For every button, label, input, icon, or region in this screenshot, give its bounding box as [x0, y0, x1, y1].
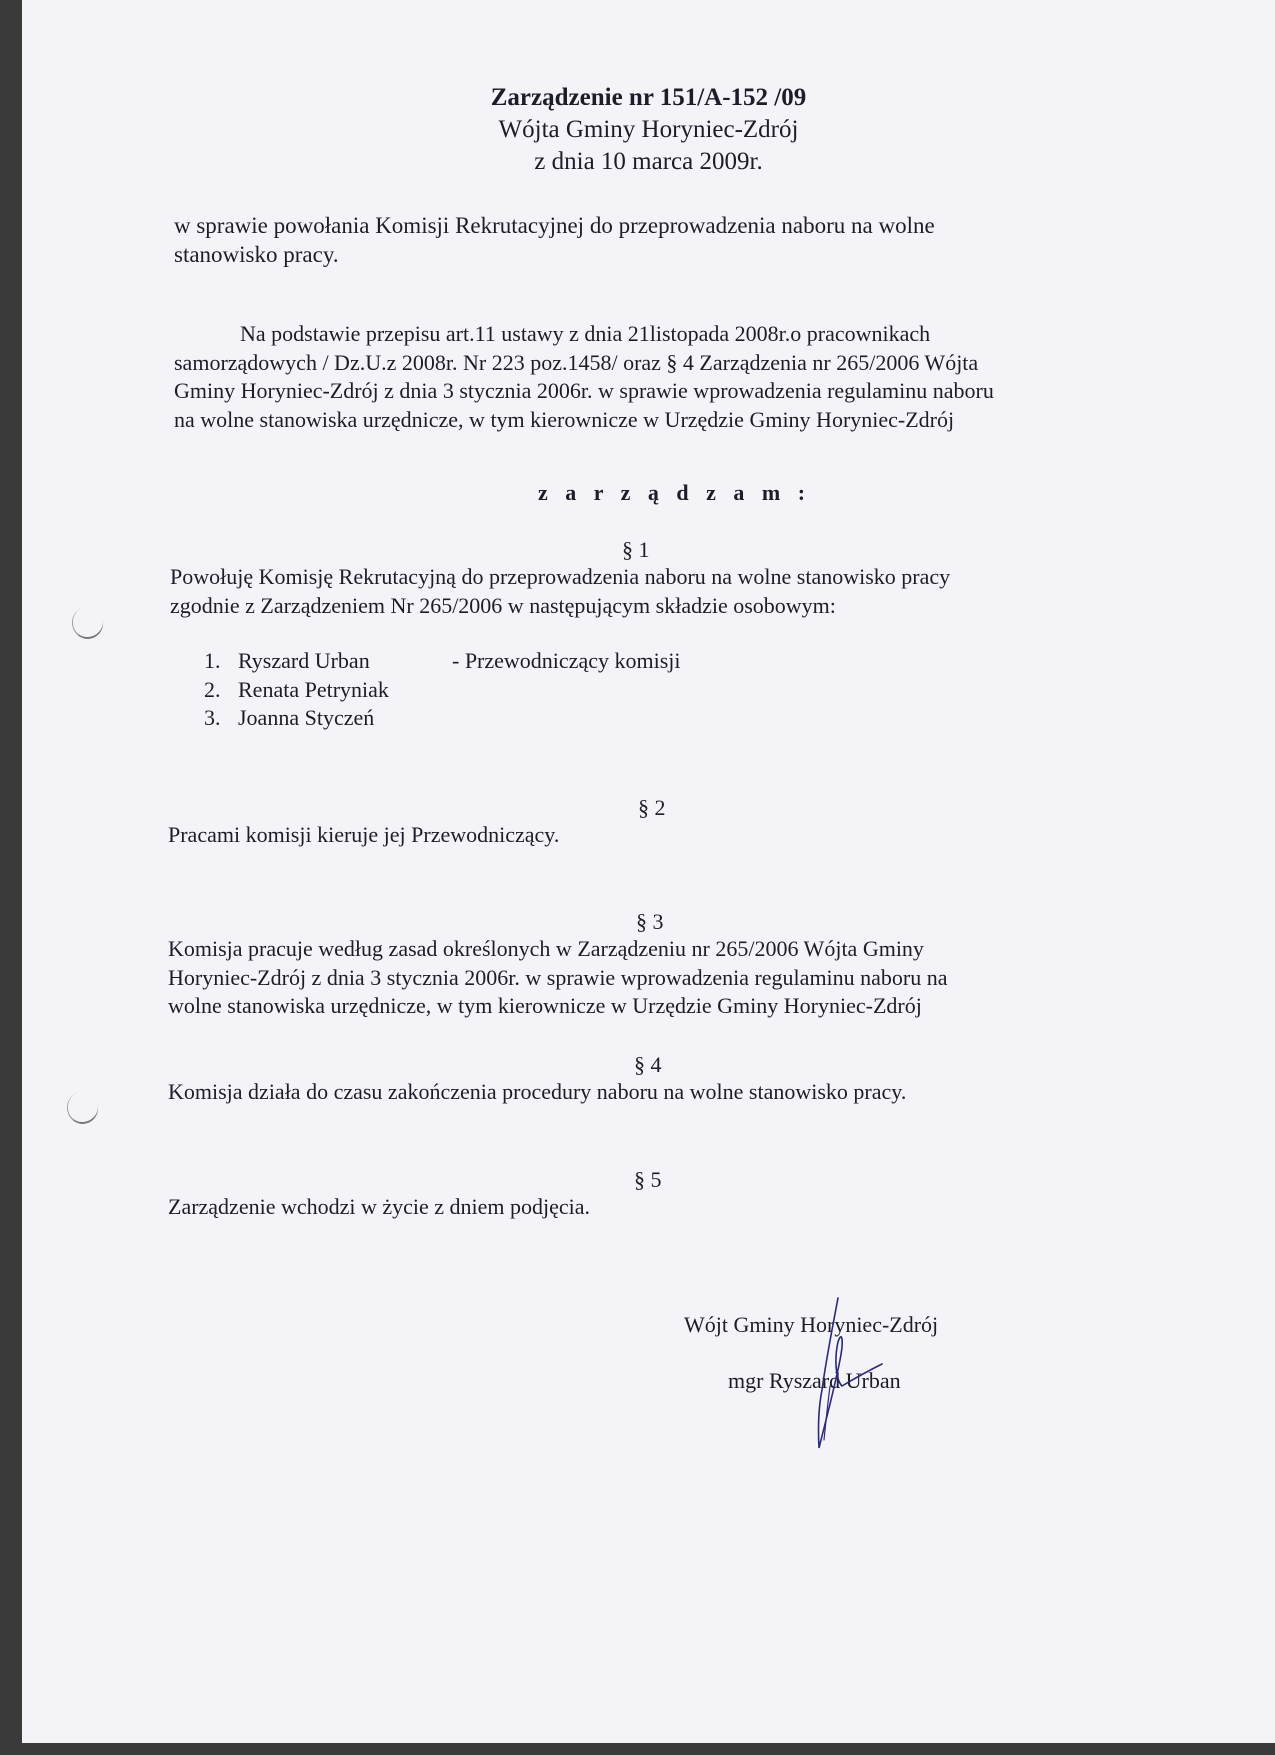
member-name: Ryszard Urban: [238, 648, 370, 673]
section-2-line: Pracami komisji kieruje jej Przewodniczący.: [168, 822, 560, 847]
document-page: [22, 0, 1275, 1743]
handwritten-signature: [782, 1290, 922, 1470]
preamble-line: samorządowych / Dz.U.z 2008r. Nr 223 poz.1458/ oraz § 4 Zarządzenia nr 265/2006 Wójta: [174, 349, 979, 375]
section-3-line: Komisja pracuje według zasad określonych w Zarządzeniu nr 265/2006 Wójta Gminy: [168, 936, 924, 961]
section-5-mark: § 5: [634, 1167, 662, 1192]
preamble-line: Gminy Horyniec-Zdrój z dnia 3 stycznia 2006r. w sprawie wprowadzenia regulaminu naboru: [174, 378, 994, 403]
member-name: Joanna Styczeń: [238, 705, 375, 730]
section-4-mark: § 4: [634, 1052, 662, 1077]
decree-heading: z a r z ą d z a m :: [538, 480, 812, 505]
punch-hole-bottom: [63, 1089, 101, 1128]
member-number: 2.: [204, 676, 221, 702]
signature-name: mgr Ryszard Urban: [728, 1368, 901, 1393]
punch-hole-top: [68, 604, 106, 643]
signature-office: Wójt Gminy Horyniec-Zdrój: [684, 1312, 939, 1337]
section-5-text: [168, 1193, 590, 1222]
document-issuer: Wójta Gminy Horyniec-Zdrój: [498, 116, 799, 143]
member-number: 1.: [204, 648, 221, 673]
section-3-line: Horyniec-Zdrój z dnia 3 stycznia 2006r. w sprawie wprowadzenia regulaminu naboru na: [168, 964, 948, 990]
preamble-line: Na podstawie przepisu art.11 ustawy z dnia 21listopada 2008r.o pracownikach: [240, 321, 931, 346]
section-4-line: Komisja działa do czasu zakończenia procedury naboru na wolne stanowisko pracy.: [168, 1079, 907, 1104]
section-4-text: [168, 1078, 906, 1107]
document-date: z dnia 10 marca 2009r.: [534, 148, 763, 175]
section-1-mark: § 1: [622, 537, 650, 562]
member-number: 3.: [204, 705, 221, 730]
subject-line: stanowisko pracy.: [174, 242, 339, 267]
section-2-mark: § 2: [638, 795, 666, 820]
section-3-mark: § 3: [636, 909, 664, 934]
section-5-line: Zarządzenie wchodzi w życie z dniem podjęcia.: [168, 1194, 591, 1219]
section-1-text: [170, 563, 950, 620]
section-1-line: Powołuję Komisję Rekrutacyjną do przeprowadzenia naboru na wolne stanowisko pracy: [170, 564, 951, 589]
section-2-text: [168, 821, 559, 850]
section-1-line: zgodnie z Zarządzeniem Nr 265/2006 w następującym składzie osobowym:: [170, 592, 836, 618]
preamble-line: na wolne stanowiska urzędnicze, w tym kierownicze w Urzędzie Gminy Horyniec-Zdrój: [174, 406, 955, 432]
member-name: Renata Petryniak: [238, 676, 389, 702]
section-3-text: [168, 935, 948, 1021]
subject-line: w sprawie powołania Komisji Rekrutacyjnej do przeprowadzenia naboru na wolne: [174, 213, 935, 238]
subject-text: [174, 211, 935, 269]
preamble-text: [174, 320, 994, 434]
member-role: - Przewodniczący komisji: [452, 648, 681, 673]
section-3-line: wolne stanowiska urzędnicze, w tym kierownicze w Urzędzie Gminy Horyniec-Zdrój: [168, 993, 922, 1018]
document-title: Zarządzenie nr 151/A-152 /09: [490, 84, 807, 111]
